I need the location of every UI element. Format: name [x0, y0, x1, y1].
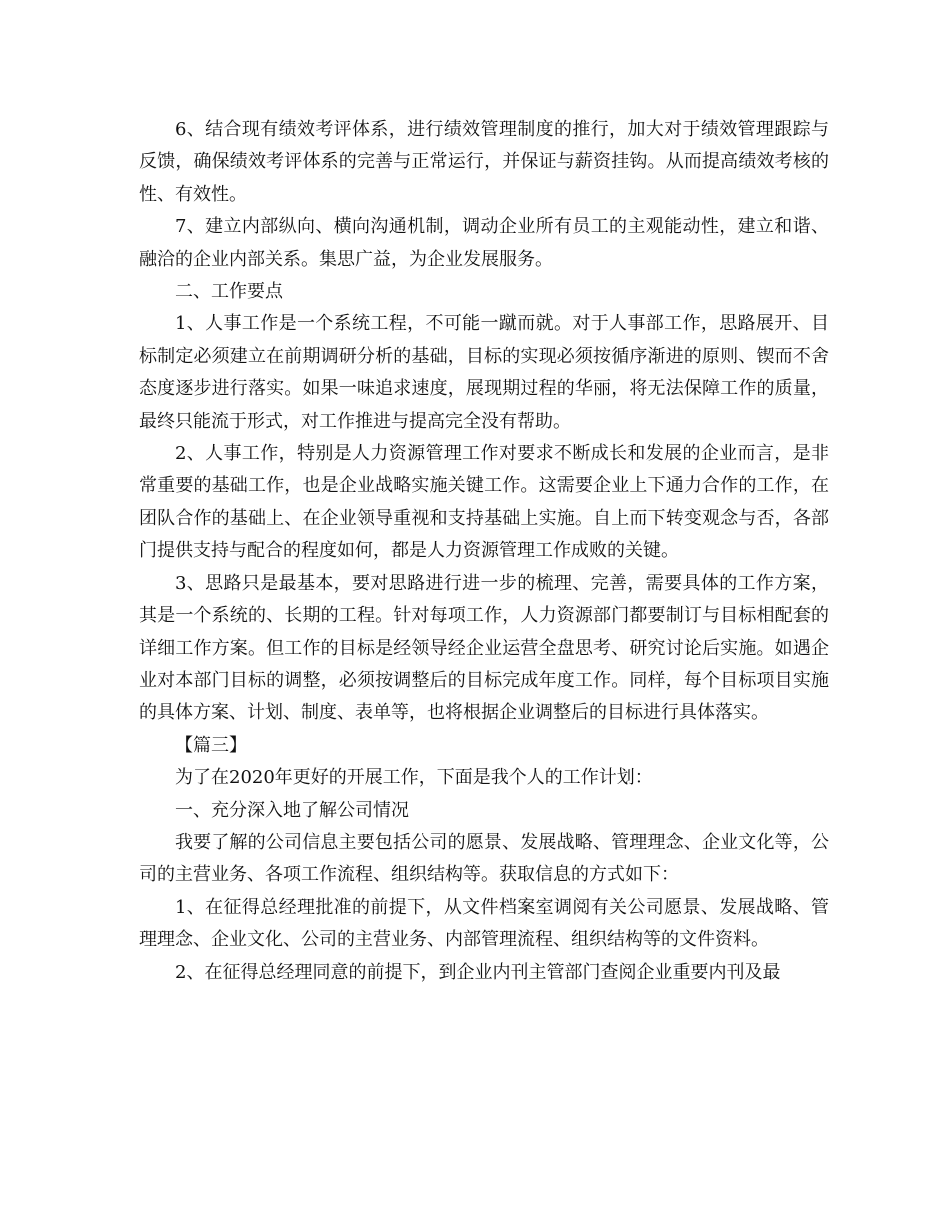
paragraph-point-1: 1、人事工作是一个系统工程，不可能一蹴而就。对于人事部工作，思路展开、目标制定必须建立在前期调研分析的基础，目标的实现必须按循序渐进的原则、锲而不舍态度逐步进行落实。如果一味追求速度，展现期过程的华丽，将无法保障工作的质量，最终只能流于形式，对工作推进与提高完全没有帮助。 — [139, 313, 829, 432]
paragraph-method-2: 2、在征得总经理同意的前提下，到企业内刊主管部门查阅企业重要内刊及最 — [175, 961, 781, 983]
section-heading-work-points: 二、工作要点 — [175, 281, 283, 303]
paragraph-method-1: 1、在征得总经理批准的前提下，从文件档案室调阅有关公司愿景、发展战略、管理理念、企业文化、公司的主营业务、内部管理流程、组织结构等的文件资料。 — [139, 896, 829, 951]
paragraph-point-2: 2、人事工作，特别是人力资源管理工作对要求不断成长和发展的企业而言，是非常重要的基础工作，也是企业战略实施关键工作。这需要企业上下通力合作的工作，在团队合作的基础上、在企业领导重视和支持基础上实施。自上而下转变观念与否，各部门提供支持与配合的程度如何，都是人力资源管理工作成败的关键。 — [139, 443, 829, 562]
section-heading-understand-company: 一、充分深入地了解公司情况 — [175, 799, 409, 821]
paragraph-item-7: 7、建立内部纵向、横向沟通机制，调动企业所有员工的主观能动性，建立和谐、融洽的企业内部关系。集思广益，为企业发展服务。 — [139, 216, 829, 270]
document-body — [139, 114, 829, 989]
paragraph-intro: 为了在2020年更好的开展工作，下面是我个人的工作计划： — [175, 767, 653, 789]
paragraph-item-6: 6、结合现有绩效考评体系，进行绩效管理制度的推行，加大对于绩效管理跟踪与反馈，确保绩效考评体系的完善与正常运行，并保证与薪资挂钩。从而提高绩效考核的性、有效性。 — [139, 119, 829, 205]
section-heading-part-three: 【篇三】 — [175, 734, 247, 756]
paragraph-company-info: 我要了解的公司信息主要包括公司的愿景、发展战略、管理理念、企业文化等，公司的主营业务、各项工作流程、组织结构等。获取信息的方式如下： — [139, 831, 829, 886]
paragraph-point-3: 3、思路只是最基本，要对思路进行进一步的梳理、完善，需要具体的工作方案，其是一个系统的、长期的工程。针对每项工作，人力资源部门都要制订与目标相配套的详细工作方案。但工作的目标是经领导经企业运营全盘思考、研究讨论后实施。如遇企业对本部门目标的调整，必须按调整后的目标完成年度工作。同样，每个目标项目实施的具体方案、计划、制度、表单等，也将根据企业调整后的目标进行具体落实。 — [139, 572, 829, 724]
